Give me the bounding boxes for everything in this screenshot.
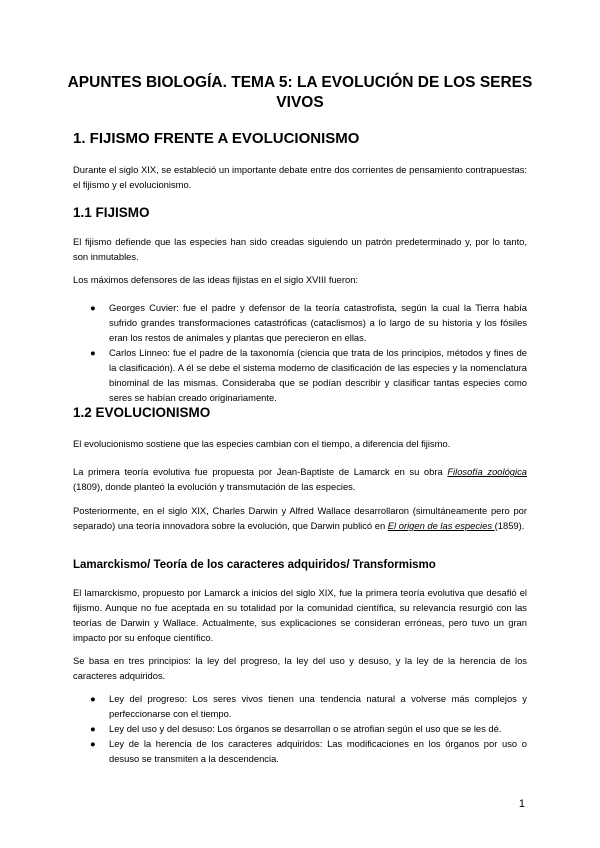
bullet-icon: ● xyxy=(90,302,96,313)
evolucionismo-paragraph-2: La primera teoría evolutiva fue propuesta por Jean-Baptiste de Lamarck en su obra Filosofía zoológica (1809), donde planteó la evolución y transmutación de las especies. xyxy=(73,466,527,492)
section-1-1-heading: 1.1 FIJISMO xyxy=(73,205,150,220)
list-item: ● Ley del progreso: Los seres vivos tienen una tendencia natural a volverse más complejos y perfeccionarse con el tiempo. xyxy=(90,693,527,719)
document-title: APUNTES BIOLOGÍA. TEMA 5: LA EVOLUCIÓN DE LOS SERES VIVOS xyxy=(67,74,533,111)
lamarckismo-paragraph-2: Se basa en tres principios: la ley del progreso, la ley del uso y desuso, y la ley de la herencia de los caracteres adquiridos. xyxy=(73,655,527,681)
section-1-2-heading: 1.2 EVOLUCIONISMO xyxy=(73,405,211,420)
bullet-icon: ● xyxy=(90,347,96,358)
section-1-intro: Durante el siglo XIX, se estableció un importante debate entre dos corrientes de pensamiento contrapuestas: el fijismo y el evolucionismo. xyxy=(73,164,527,190)
origen-especies-link[interactable]: El origen de las especies xyxy=(387,520,495,531)
evolucionismo-paragraph-3: Posteriormente, en el siglo XIX, Charles Darwin y Alfred Wallace desarrollaron (simultáneamente pero por separado) una teoría innovadora sobre la evolución, que Darwin publicó en El origen de las especies (1859). xyxy=(73,505,527,531)
bullet-icon: ● xyxy=(90,738,96,749)
bullet-icon: ● xyxy=(90,693,96,704)
fijismo-list xyxy=(73,300,527,405)
list-item: ● Carlos Linneo: fue el padre de la taxonomía (ciencia que trata de los principios, métodos y fines de la clasificación). A él se debe el sistema moderno de clasificación de las especies y la nomenclatura binominal de las mismas. Consideraba que se podían describir y clasificar tantas especies como seres se habían creado originariamente. xyxy=(90,347,527,403)
fijismo-paragraph-2: Los máximos defensores de las ideas fijistas en el siglo XVIII fueron: xyxy=(73,274,359,285)
evolucionismo-paragraph-1: El evolucionismo sostiene que las especies cambian con el tiempo, a diferencia del fijismo. xyxy=(73,438,451,449)
list-item: ● Georges Cuvier: fue el padre y defensor de la teoría catastrofista, según la cual la Tierra había sufrido grandes transformaciones catastróficas (cataclismos) a lo largo de su historia y los fósiles eran los restos de animales y plantas que perecieron en ellas. xyxy=(90,302,527,343)
lamarckismo-heading: Lamarckismo/ Teoría de los caracteres adquiridos/ Transformismo xyxy=(73,559,436,571)
page-number: 1 xyxy=(518,798,525,810)
list-item: ● Ley de la herencia de los caracteres adquiridos: Las modificaciones en los órganos por uso o desuso se transmiten a la descendencia. xyxy=(90,738,527,764)
section-1-heading: 1. FIJISMO FRENTE A EVOLUCIONISMO xyxy=(73,130,360,147)
filosofia-zoologica-link[interactable]: Filosofía zoológica xyxy=(447,466,527,477)
list-item: ● Ley del uso y del desuso: Los órganos se desarrollan o se atrofian según el uso que se les dé. xyxy=(90,723,502,734)
bullet-icon: ● xyxy=(90,723,96,734)
fijismo-paragraph-1: El fijismo defiende que las especies han sido creadas siguiendo un patrón predeterminado y, por lo tanto, son inmutables. xyxy=(73,236,527,262)
lamarckismo-paragraph-1: El lamarckismo, propuesto por Lamarck a inicios del siglo XIX, fue la primera teoría evolutiva que desafió el fijismo. Aunque no fue aceptada en su totalidad por la comunidad científica, su relevancia resurgió con las teorías de Darwin y Wallace. Actualmente, sus explicaciones se consideran erróneas, pero tuvo un gran impacto por su enfoque científico. xyxy=(73,587,527,643)
lamarckismo-list xyxy=(73,691,527,766)
